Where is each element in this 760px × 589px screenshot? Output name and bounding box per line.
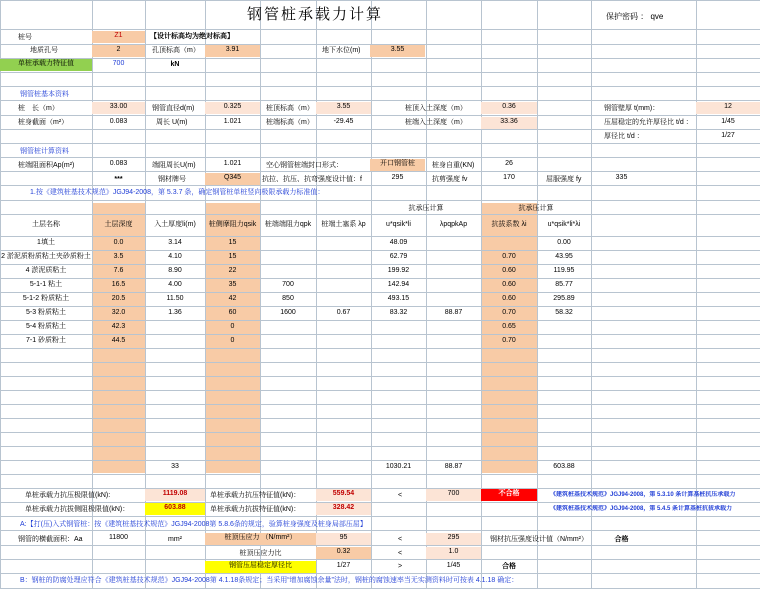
table-cell: 0.65 bbox=[502, 323, 516, 330]
table-cell bbox=[426, 294, 481, 304]
table-cell bbox=[260, 266, 316, 276]
table-header-cell: u*qsik*li bbox=[386, 221, 411, 228]
table-cell: 16.5 bbox=[111, 281, 126, 288]
gt-sign: > bbox=[397, 563, 403, 570]
td-label: 钢管压屈稳定厚径比 bbox=[205, 561, 316, 573]
pile-length[interactable]: 33.00 bbox=[92, 102, 145, 114]
calc-r2-l4: 屈服强度 fy bbox=[546, 176, 582, 183]
pipe-diameter[interactable]: 0.325 bbox=[205, 102, 260, 114]
basic-r1-l4: 桩顶入土深度（m） bbox=[405, 105, 467, 112]
td-allow: 1/45 bbox=[446, 562, 461, 569]
h-gridline bbox=[0, 348, 760, 349]
h-gridline bbox=[0, 446, 760, 447]
soil-layer-name: 7-1 砂质粉土 bbox=[25, 337, 67, 344]
calc-r1-l2: 端阻周长U(m) bbox=[152, 162, 196, 169]
h-gridline bbox=[0, 418, 760, 419]
table-cell bbox=[260, 238, 316, 248]
h-gridline bbox=[0, 502, 760, 503]
comp-char: 559.54 bbox=[316, 489, 371, 501]
borehole-label: 地质孔号 bbox=[30, 47, 58, 54]
lt-sign-1: < bbox=[397, 536, 403, 543]
h-gridline bbox=[0, 488, 760, 489]
table-cell bbox=[537, 336, 591, 346]
soil-layer-name: 5-3 粉质粘土 bbox=[25, 309, 67, 316]
h-gridline bbox=[0, 200, 760, 201]
table-cell bbox=[426, 252, 481, 262]
table-header-cell: 抗拔系数 λi bbox=[491, 221, 527, 228]
actual-td: 1/27 bbox=[721, 132, 735, 139]
table-cell bbox=[371, 322, 426, 332]
table-cell: 1600 bbox=[280, 309, 296, 316]
table-cell: 15 bbox=[228, 253, 237, 260]
total-side: 1030.21 bbox=[385, 463, 412, 470]
table-cell: 0.70 bbox=[502, 309, 516, 316]
top-elev-label: 孔顶标高（m） bbox=[152, 47, 200, 54]
note-a: A:【打(压)入式钢管桩：按《建筑桩基技术规范》JGJ94-2008第 5.8.6条的规定，验算桩身强度及桩身局部压屈】 bbox=[20, 521, 367, 528]
table-cell: 35 bbox=[228, 281, 237, 288]
table-cell: 295.89 bbox=[553, 295, 575, 302]
basic-r2-l2: 周长 U(m) bbox=[156, 119, 188, 126]
table-cell: 0.0 bbox=[113, 239, 124, 246]
h-gridline bbox=[0, 0, 760, 1]
table-cell: 85.77 bbox=[555, 281, 573, 288]
f-value: 295 bbox=[426, 533, 481, 545]
code-ref-1: 《建筑桩基技术规范》JGJ94-2008，第 5.3.10 条计算基桩抗压承载力 bbox=[550, 492, 736, 498]
table-header-cell: 桩侧摩阻力qsik bbox=[208, 221, 257, 228]
table-cell bbox=[426, 266, 481, 276]
soil-layer-name: 4 淤泥质粘土 bbox=[25, 267, 67, 274]
h-gridline bbox=[0, 530, 760, 531]
table-cell: 42.3 bbox=[111, 323, 126, 330]
tens-limit: 603.88 bbox=[145, 503, 205, 515]
basic-r3-l1: 厚径比 t/d ： bbox=[604, 133, 644, 140]
table-cell: 8.90 bbox=[168, 267, 182, 274]
pile-tip-depth: 33.36 bbox=[481, 117, 537, 129]
table-cell bbox=[316, 322, 371, 332]
table-cell: 62.79 bbox=[389, 253, 408, 260]
h-gridline bbox=[0, 264, 760, 265]
table-cell: 42 bbox=[228, 295, 237, 302]
pile-top-depth[interactable]: 0.36 bbox=[481, 102, 537, 114]
h-gridline bbox=[0, 72, 760, 73]
tip-perimeter: 1.021 bbox=[223, 160, 242, 167]
table-cell: 20.5 bbox=[111, 295, 126, 302]
table-cell: 60 bbox=[228, 309, 237, 316]
table-cell bbox=[260, 322, 316, 332]
steel-grade[interactable]: Q345 bbox=[205, 173, 260, 185]
table-cell: 22 bbox=[228, 267, 237, 274]
stress-value: 95 bbox=[316, 533, 371, 545]
table-cell: 0.60 bbox=[502, 281, 516, 288]
table-cell bbox=[260, 252, 316, 262]
ratio-value: 0.32 bbox=[316, 547, 371, 559]
design-label: 钢材抗压强度设计值（N/mm²） bbox=[490, 536, 588, 543]
table-cell: 0.70 bbox=[502, 253, 516, 260]
pile-no[interactable]: Z1 bbox=[92, 31, 145, 43]
calc-section-title: 钢管桩计算资料 bbox=[20, 148, 69, 155]
calc-r2-l3: 抗剪强度 fv bbox=[432, 176, 468, 183]
soil-layer-name: 1填土 bbox=[37, 239, 55, 246]
table-cell: 0.70 bbox=[502, 337, 516, 344]
table-cell: 83.32 bbox=[389, 309, 408, 316]
comp-limit: 1119.08 bbox=[145, 489, 205, 501]
area-value: 11800 bbox=[109, 534, 128, 541]
seal-form[interactable]: 开口钢管桩 bbox=[370, 159, 425, 171]
table-cell: 58.32 bbox=[555, 309, 573, 316]
tip-area: 0.083 bbox=[109, 160, 128, 167]
water-label: 地下水位(m) bbox=[322, 47, 361, 54]
calc-note: 1.按《建筑桩基技术规范》JGJ94-2008，第 5.3.7 条，确定钢管桩单桩竖向极限承载力标准值： bbox=[30, 189, 325, 196]
required-value: 700 bbox=[426, 489, 481, 501]
h-gridline bbox=[0, 432, 760, 433]
h-gridline bbox=[0, 278, 760, 279]
h-gridline bbox=[0, 236, 760, 237]
h-gridline bbox=[0, 390, 760, 391]
borehole-value[interactable]: 2 bbox=[92, 45, 145, 57]
table-cell bbox=[316, 252, 371, 262]
soil-layer-name: 5-1-2 粉质粘土 bbox=[22, 295, 70, 302]
table-cell: 3.14 bbox=[168, 239, 182, 246]
h-gridline bbox=[0, 214, 760, 215]
tens-char-label: 单桩承载力抗拔特征值(kN)： bbox=[210, 506, 301, 513]
table-cell: 119.95 bbox=[553, 267, 575, 274]
table-cell: 4.10 bbox=[168, 253, 182, 260]
table-cell: 43.95 bbox=[555, 253, 573, 260]
h-gridline bbox=[0, 334, 760, 335]
yield-fy: 335 bbox=[615, 174, 628, 181]
table-cell bbox=[316, 280, 371, 290]
ratio-label: 桩顶压应力比 bbox=[239, 550, 282, 557]
code-ref-2: 《建筑桩基技术规范》JGJ94-2008，第 5.4.5 条计算基桩抗拔承载力 bbox=[550, 506, 733, 512]
table-header-cell: 土层深度 bbox=[104, 221, 133, 228]
table-header-cell: 桩端土塞系 λp bbox=[321, 221, 366, 228]
h-gridline bbox=[0, 559, 760, 560]
h-gridline bbox=[0, 157, 760, 158]
table-cell bbox=[426, 322, 481, 332]
calc-r1-l3: 空心钢管桩端封口形式： bbox=[266, 162, 343, 169]
pile-no-label: 桩号 bbox=[18, 34, 32, 41]
total-tens: 603.88 bbox=[553, 463, 575, 470]
table-cell bbox=[371, 336, 426, 346]
basic-r2-l1: 桩身截面（m²） bbox=[18, 119, 69, 126]
fail-badge: 不合格 bbox=[481, 489, 537, 501]
tens-char: 328.42 bbox=[316, 503, 371, 515]
basic-r2-l3: 桩端标高（m） bbox=[266, 119, 314, 126]
table-cell: 0 bbox=[230, 323, 235, 330]
lt-sign-2: < bbox=[397, 550, 403, 557]
total-tip: 88.87 bbox=[444, 463, 463, 470]
group-comp: 抗承压计算 bbox=[408, 205, 444, 212]
table-cell: 44.5 bbox=[111, 337, 126, 344]
area-unit: mm² bbox=[168, 536, 182, 543]
table-cell: 850 bbox=[282, 295, 294, 302]
td-value: 1/27 bbox=[336, 562, 351, 569]
table-cell: 0.60 bbox=[502, 267, 516, 274]
calc-r1-l1: 桩端阻面积Ap(m²) bbox=[18, 162, 75, 169]
lt-sign: < bbox=[397, 492, 403, 499]
h-gridline bbox=[0, 250, 760, 251]
table-cell bbox=[316, 238, 371, 248]
table-cell bbox=[316, 294, 371, 304]
stress-label: 桩顶压应力 （N/mm²） bbox=[205, 533, 316, 545]
calc-r2-l1: 钢材牌号 bbox=[158, 176, 186, 183]
table-cell bbox=[316, 266, 371, 276]
ok-2: 合格 bbox=[502, 563, 516, 570]
stars: *** bbox=[114, 176, 123, 183]
table-cell bbox=[481, 238, 537, 248]
table-cell: 142.94 bbox=[387, 281, 410, 288]
calc-r1-l4: 桩身自重(KN) bbox=[432, 162, 475, 169]
table-cell bbox=[537, 322, 591, 332]
h-gridline bbox=[0, 460, 760, 461]
table-cell: 32.0 bbox=[111, 309, 126, 316]
table-cell bbox=[260, 336, 316, 346]
char-unit: kN bbox=[170, 61, 180, 68]
table-cell bbox=[426, 280, 481, 290]
table-header-cell: λpqpkAp bbox=[439, 221, 468, 228]
calc-r2-l2: 抗拉、抗压、抗弯强度设计值：f bbox=[262, 176, 362, 183]
h-gridline bbox=[0, 320, 760, 321]
protect-label: 保护密码 ： qve bbox=[606, 12, 664, 21]
table-cell: 0.67 bbox=[336, 309, 351, 316]
h-gridline bbox=[0, 100, 760, 101]
table-cell: 48.09 bbox=[389, 239, 408, 246]
comp-char-label: 单桩承载力抗压特征值(kN)： bbox=[210, 492, 301, 499]
h-gridline bbox=[0, 404, 760, 405]
soil-layer-name: 2 淤泥质粉质粘土夹砂质粉土 bbox=[1, 253, 91, 260]
table-header-cell: u*qsik*li*λi bbox=[547, 221, 581, 228]
table-cell: 88.87 bbox=[444, 309, 463, 316]
table-cell bbox=[426, 336, 481, 346]
table-cell: 11.50 bbox=[166, 295, 184, 302]
wall-thickness[interactable]: 12 bbox=[696, 102, 760, 114]
basic-r1-l1: 桩 长（m） bbox=[18, 105, 59, 112]
water-value[interactable]: 3.55 bbox=[370, 45, 425, 57]
h-gridline bbox=[0, 129, 760, 130]
ok-1: 合格 bbox=[614, 536, 629, 543]
table-cell: 3.5 bbox=[113, 253, 124, 260]
table-cell: 493.15 bbox=[387, 295, 410, 302]
group-tens: 抗承压计算 bbox=[518, 205, 554, 212]
table-cell: 0.60 bbox=[502, 295, 516, 302]
pile-top-elev[interactable]: 3.55 bbox=[316, 102, 371, 114]
soil-layer-name: 5-4 粉质粘土 bbox=[25, 323, 67, 330]
h-gridline bbox=[0, 143, 760, 144]
h-gridline bbox=[0, 185, 760, 186]
perimeter: 1.021 bbox=[223, 118, 242, 125]
basic-r2-l5: 压屈稳定的允许厚径比 t/d ： bbox=[604, 119, 693, 126]
table-cell bbox=[316, 336, 371, 346]
comp-limit-label: 单桩承载力抗压极限值(kN): bbox=[25, 492, 111, 499]
design-note: 【设计标高均为绝对标高】 bbox=[150, 33, 234, 40]
tens-limit-label: 单桩承载力抗拔侧阻极限值(kN)： bbox=[25, 506, 130, 513]
one-value: 1.0 bbox=[426, 547, 481, 559]
h-gridline bbox=[0, 474, 760, 475]
h-gridline bbox=[0, 171, 760, 172]
table-cell bbox=[145, 336, 205, 346]
table-header-cell: 土层名称 bbox=[32, 221, 60, 228]
h-gridline bbox=[0, 29, 760, 30]
char-label: 单桩承载力特征值 bbox=[0, 59, 92, 71]
h-gridline bbox=[0, 115, 760, 116]
total-depth: 33 bbox=[171, 463, 179, 470]
basic-r1-l2: 钢管直径d(m) bbox=[152, 105, 195, 112]
design-f: 295 bbox=[391, 174, 404, 181]
note-b: B：钢桩的防腐处理应符合《建筑桩基技术规范》JGJ94-2008第 4.1.18条规定；当采用“增加腐蚀余量”法时，钢桩的腐蚀速率当无实测资料时可按表 4.1.18 确定： bbox=[20, 577, 519, 584]
table-cell: 0 bbox=[230, 337, 235, 344]
pile-area: 0.083 bbox=[109, 118, 128, 125]
h-gridline bbox=[0, 516, 760, 517]
h-gridline bbox=[0, 545, 760, 546]
table-cell: 15 bbox=[228, 239, 237, 246]
char-value[interactable]: 700 bbox=[112, 60, 125, 67]
h-gridline bbox=[0, 362, 760, 363]
pile-tip-elev: -29.45 bbox=[333, 118, 354, 125]
table-cell: 7.6 bbox=[113, 267, 124, 274]
self-weight: 26 bbox=[505, 160, 513, 167]
table-header-cell: 桩端端阻力qpk bbox=[264, 221, 312, 228]
top-elev-value[interactable]: 3.91 bbox=[205, 45, 260, 57]
area-label: 钢管的横截面积：Aa bbox=[18, 536, 83, 543]
table-cell: 199.92 bbox=[387, 267, 410, 274]
allow-td: 1/45 bbox=[721, 118, 735, 125]
table-cell: 700 bbox=[282, 281, 294, 288]
table-cell: 0.00 bbox=[557, 239, 571, 246]
basic-r1-l3: 桩顶标高（m） bbox=[266, 105, 314, 112]
page-title: 钢管桩承载力计算 bbox=[246, 6, 383, 23]
table-cell bbox=[426, 238, 481, 248]
shear-fv: 170 bbox=[503, 174, 515, 181]
table-cell: 1.36 bbox=[168, 309, 182, 316]
basic-r2-l4: 桩端入土深度（m） bbox=[405, 119, 467, 126]
table-header-cell: 入土厚度li(m) bbox=[154, 221, 196, 228]
h-gridline bbox=[0, 292, 760, 293]
table-cell: 4.00 bbox=[168, 281, 182, 288]
h-gridline bbox=[0, 86, 760, 87]
basic-r1-l5: 钢管壁厚 t(mm)： bbox=[604, 105, 660, 112]
table-cell bbox=[145, 322, 205, 332]
h-gridline bbox=[0, 306, 760, 307]
basic-section-title: 钢管桩基本资料 bbox=[20, 91, 69, 98]
soil-layer-name: 5-1-1 粘土 bbox=[29, 281, 63, 288]
h-gridline bbox=[0, 573, 760, 574]
h-gridline bbox=[0, 376, 760, 377]
